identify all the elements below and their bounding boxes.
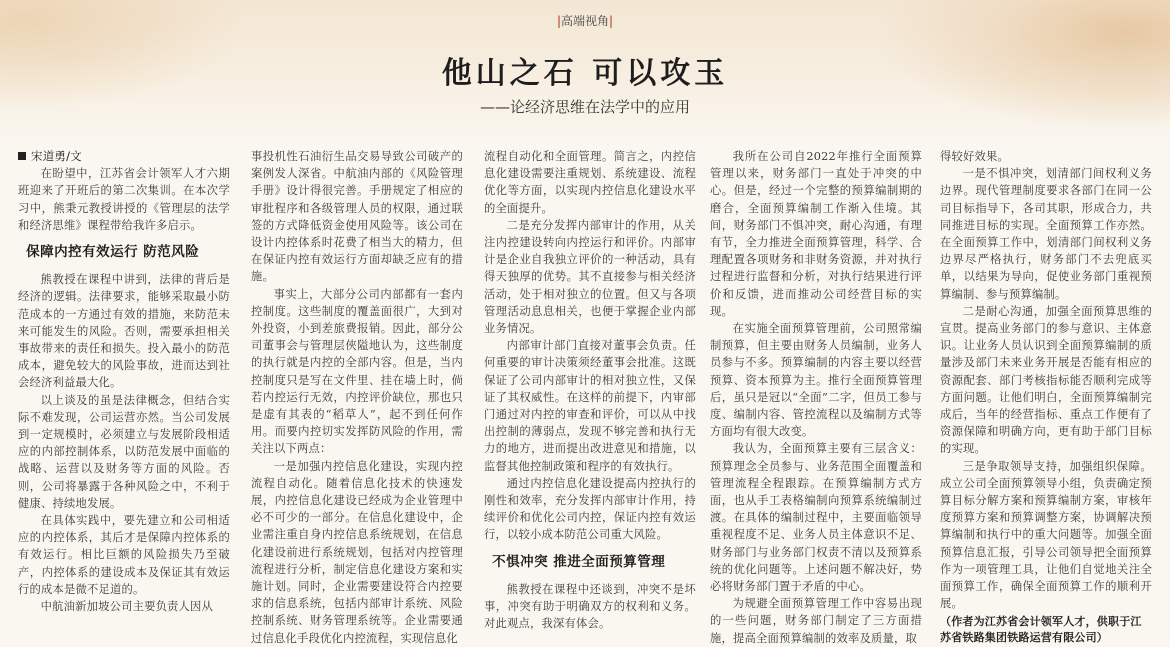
text-column-3 xyxy=(484,148,696,632)
paragraph: 事实上，大部分公司内部都有一套内控制度。这些制度的覆盖面很广，大到对外投资，小到差旅费报销。因此，部分公司董事会与管理层俠隘地认为，这些制度的执行就是内控的全部内容。但是，当内控制度只是写在文件里、挂在墙上时，倘若内控运行无效，内控评价缺位，那也只是虚有其表的“稻草人”，起不到任何作用。而要内控切实发挥防风险的作用，需关注以下两点： xyxy=(251,287,463,456)
section-heading-2: 不惧冲突 推进全面预算管理 xyxy=(492,553,666,570)
text-column-2 xyxy=(251,148,463,647)
author-name: 宋道勇/文 xyxy=(31,149,82,163)
paragraph: 在盼望中，江苏省会计领军人才六期班迎来了开班后的第二次集训。在本次学习中，熊秉元教授讲授的《管理层的法学和经济思维》课程带给我许多启示。 xyxy=(18,167,230,232)
paragraph: 一是加强内控信息化建设，实现内控流程自动化。随着信息化技术的快速发展，内控信息化建设已经成为企业管理中必不可少的一部分。在信息化建设中，企业需注重自身内控信息系统规划，在信息化建设前进行系统规划，包括对内控管理流程进行分析，制定信息化建设方案和实施计划。同时，企业需要建设符合内控要求的信息系统，包括内部审计系统、风险控制系统、财务管理系统等。企业需要通过信息化手段优化内控流程，实现信息化 xyxy=(251,459,463,645)
article-title: 他山之石 可以攻玉 xyxy=(441,56,729,91)
column-tag-label: 高端视角 xyxy=(560,14,609,28)
paragraph: 我认为，全面预算主要有三层含义：预算理念全员参与、业务范围全面覆盖和管理流程全程跟踪。在预算编制方式方面，也从手工表格编制向预算系统编制过渡。在具体的编制过程中，主要面临领导重视程度不足、业务人员主体意识不足、财务部门与业务部门权责不清以及预算系统的优化问题等。上述问题不解决好，势必将财务部门置于矛盾的中心。 xyxy=(710,442,922,594)
article-subtitle: ——论经济思维在法学中的应用 xyxy=(480,98,691,116)
paragraph: 流程自动化和全面管理。简言之，内控信息化建设需要注重规划、系统建设、流程优化等方面，以实现内控信息化建设水平的全面提升。 xyxy=(484,150,696,215)
paragraph: 在具体实践中，要先建立和公司相适应的内控体系，其后才是保障内控体系的有效运行。相比巨额的风险损失乃至破产，内控体系的建设成本及保证其有效运行的成本是微不足道的。 xyxy=(18,514,230,596)
text-column-5 xyxy=(940,148,1152,646)
byline xyxy=(18,148,230,165)
author-note: （作者为江苏省会计领军人才，供职于江苏省铁路集团铁路运营有限公司） xyxy=(940,615,1142,645)
paragraph: 以上谈及的虽是法律概念，但结合实际不难发现，公司运营亦然。当公司发展到一定规模时，必须建立与发展阶段相适应的内部控制体系，以防范发展中面临的战略、运营以及财务等方面的风险。否则，公司将暴露于各种风险之中，不利于健康、持续地发展。 xyxy=(18,393,230,510)
paragraph: 在实施全面预算管理前，公司照常编制预算，但主要由财务人员编制，业务人员参与不多。预算编制的内容主要以经营预算、资本预算为主。推行全面预算管理后，虽只是冠以“全面”二字，但员工参与度、编制内容、管控流程以及编制方式等方面均有很大改变。 xyxy=(710,322,922,439)
paragraph: 内部审计部门直接对董事会负责。任何重要的审计决策须经董事会批准。这既保证了公司内部审计的相对独立性，又保证了其权威性。在这样的前提下，内审部门通过对内控的审查和评价，可以从中找出控制的薄弱点，发现不够完善和执行无力的地方，进而提出改进意见和措施，以监督其他控制政策和程序的有效执行。 xyxy=(484,339,696,473)
text-column-1 xyxy=(18,148,230,615)
paragraph: 为规避全面预算管理工作中容易出现的一些问题，财务部门制定了三方面措施，提高全面预算编制的效率及质量，取 xyxy=(710,597,922,645)
paragraph: 我所在公司自2022年推行全面预算管理以来，财务部门一直处于冲突的中心。但是，经过一个完整的预算编制期的磨合，全面预算编制工作渐入佳境。其间，财务部门不惧冲突，耐心沟通，有理有节，全力推进全面预算管理，科学、合理配置各项财务和非财务资源，并对执行过程进行监督和分析，对执行结果进行评价和反馈，进而推动公司经营目标的实现。 xyxy=(710,150,922,318)
paragraph: 得较好效果。 xyxy=(940,150,1009,163)
paragraph: 中航油新加坡公司主要负责人因从 xyxy=(40,600,214,614)
section-heading-1: 保障内控有效运行 防范风险 xyxy=(26,244,200,261)
paragraph: 事投机性石油衍生品交易导致公司破产的案例发人深省。中航油内部的《风险管理手册》设计得很完善。手册规定了相应的审批程序和各级管理人员的权限，通过联签的方式降低资金使用风险等。该公司在设计内控体系时花费了相当大的精力，但在保证内控有效运行方面却缺乏应有的措施。 xyxy=(251,150,463,284)
paragraph: 二是充分发挥内部审计的作用，从关注内控建设转向内控运行和评价。内部审计是企业自我独立评价的一种活动，具有得天独厚的优势。其不直接参与相关经济活动，处于相对独立的位置。但又与各项管理活动息息相关，也便于掌握企业内部业务情况。 xyxy=(484,218,696,336)
paragraph: 三是争取领导支持，加强组织保障。成立公司全面预算领导小组，负责确定预算目标分解方案和预算编制方案，审核年度预算方案和预算调整方案，协调解决预算编制和执行中的重大问题等。加强全面预算信息汇报，引导公司领导把全面预算作为一项管理工具，让他们自觉地关注全面预算工作，确保全面预算工作的顺利开展。 xyxy=(940,459,1152,611)
text-column-4 xyxy=(710,148,922,647)
column-tag: |高端视角| xyxy=(556,14,614,28)
paragraph: 通过内控信息化建设提高内控执行的刚性和效率，充分发挥内部审计作用，持续评价和优化公司内控，保证内控有效运行，以较小成本防范公司重大风险。 xyxy=(484,476,696,542)
paragraph: 熊教授在课程中还谈到，冲突不是坏事，冲突有助于明确双方的权利和义务。对此观点，我深有体会。 xyxy=(484,582,696,631)
square-bullet-icon xyxy=(18,152,26,160)
paragraph: 一是不惧冲突，划清部门间权利义务边界。现代管理制度要求各部门在同一公司目标指导下，各司其职，形成合力，共同推进目标的实现。全面预算工作亦然。在全面预算工作中，划清部门间权利义务边界尽严格执行，财务部门不去兜底买单，以结果为导向，促使业务部门重视预算编制、参与预算编制。 xyxy=(940,167,1152,301)
paragraph: 熊教授在课程中讲到，法律的背后是经济的逻辑。法律要求，能够采取最小防范成本的一方通过有效的措施，来防范未来可能发生的风险。否则，需要承担相关事故带来的责任和损失。投入最小的防范成本，避免较大的风险事故，进而达到社会经济利益最大化。 xyxy=(18,273,230,390)
paragraph: 二是耐心沟通，加强全面预算思维的宣贯。提高业务部门的参与意识、主体意识。让业务人员认识到全面预算编制的质量涉及部门未来业务开展是否能有相应的资源配套、部门考核指标能否顺利完成等方面问题。让他们明白，全面预算编制完成后，当年的经营指标、重点工作便有了资源保障和明确方向，更有助于部门目标的实现。 xyxy=(940,304,1152,456)
